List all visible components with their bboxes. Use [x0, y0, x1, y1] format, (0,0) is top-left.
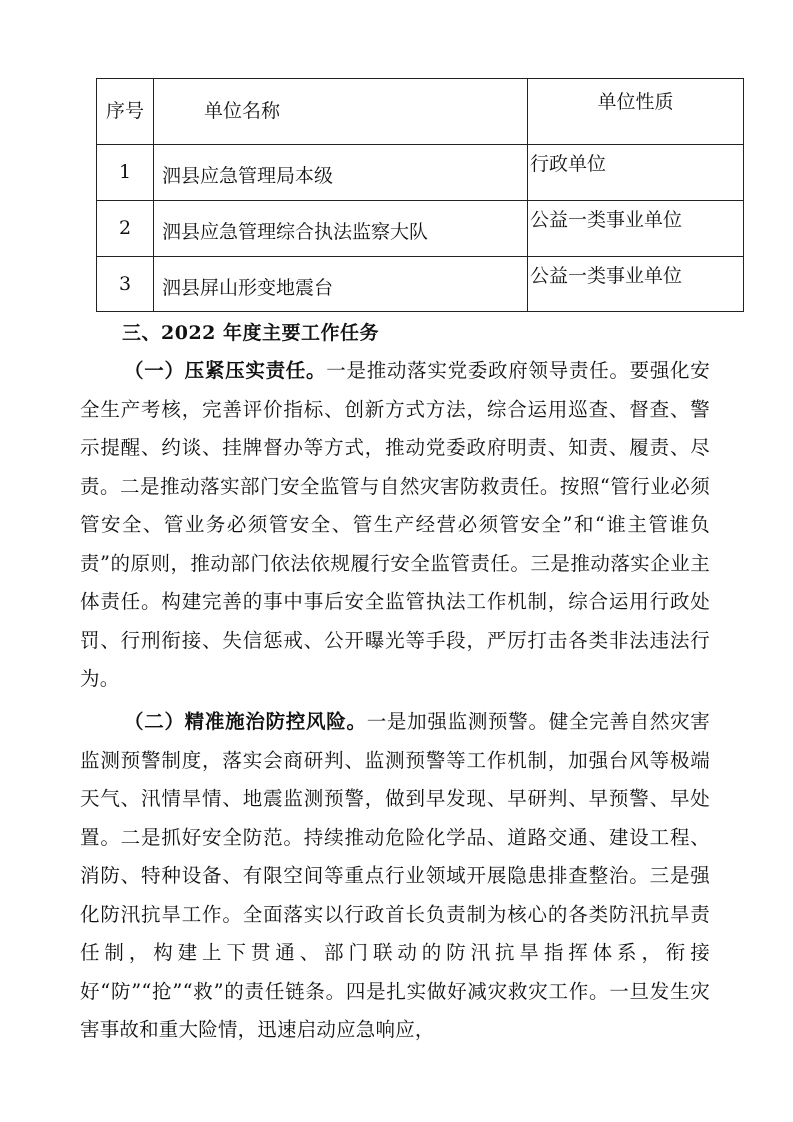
row-seq: 3 — [97, 257, 154, 312]
row-unit-nature: 公益一类事业单位 — [528, 201, 744, 257]
header-seq: 序号 — [97, 79, 154, 145]
table-header-row — [97, 79, 744, 145]
row-seq: 1 — [97, 145, 154, 201]
paragraph-lead: （二）精准施治防控风险。 — [124, 710, 367, 733]
row-seq: 2 — [97, 201, 154, 257]
header-unit-nature: 单位性质 — [528, 79, 744, 145]
section-heading: 三、2022 年度主要工作任务 — [122, 322, 379, 344]
paragraph-body: 一是推动落实党委政府领导责任。要强化安全生产考核，完善评价指标、创新方式方法，综合运用巡查、督查、警示提醒、约谈、挂牌督办等方式，推动党委政府明责、知责、履责、尽责。二是推动落实部门安全监管与自然灾害防救责任。按照“管行业必须管安全、管业务必须管安全、管生产经营必须管安全”和“谁主管谁负责”的原则，推动部门依法依规履行安全监管责任。三是推动落实企业主体责任。构建完善的事中事后安全监管执法工作机制，综合运用行政处罚、行刑衔接、失信惩戒、公开曝光等手段，严厉打击各类非法违法行为。 — [80, 359, 710, 690]
row-unit-nature: 公益一类事业单位 — [528, 257, 744, 312]
table-row — [97, 257, 744, 312]
row-unit-name: 泗县应急管理局本级 — [154, 145, 528, 201]
row-unit-nature: 行政单位 — [528, 145, 744, 201]
paragraph-lead: （一）压紧压实责任。 — [124, 359, 327, 382]
units-table — [96, 78, 744, 312]
table-row — [97, 201, 744, 257]
paragraph-body: 一是加强监测预警。健全完善自然灾害监测预警制度，落实会商研判、监测预警等工作机制，加强台风等极端天气、汛情旱情、地震监测预警，做到早发现、早研判、早预警、早处置。二是抓好安全防范。持续推动危险化学品、道路交通、建设工程、消防、特种设备、有限空间等重点行业领域开展隐患排查整治。三是强化防汛抗旱工作。全面落实以行政首长负责制为核心的各类防汛抗旱责任制，构建上下贯通、部门联动的防汛抗旱指挥体系，衔接好“防”“抢”“救”的责任链条。四是扎实做好减灾救灾工作。一旦发生灾害事故和重大险情，迅速启动应急响应， — [80, 710, 710, 1041]
row-unit-name: 泗县应急管理综合执法监察大队 — [154, 201, 528, 257]
row-unit-name: 泗县屏山形变地震台 — [154, 257, 528, 312]
paragraph — [80, 703, 710, 1050]
table-row — [97, 145, 744, 201]
paragraph — [80, 352, 710, 699]
header-unit-name: 单位名称 — [154, 79, 528, 145]
